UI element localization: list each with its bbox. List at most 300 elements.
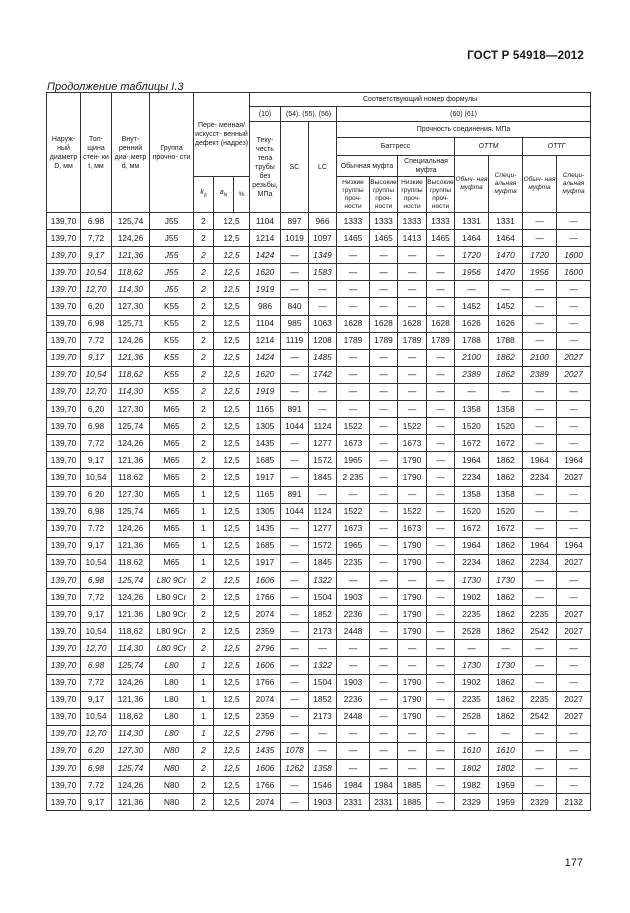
cell-lc-value: — xyxy=(309,281,337,298)
cell-wall-thickness: 6,20 xyxy=(81,401,112,418)
cell-an-value: 12,5 xyxy=(214,230,250,247)
cell-wall-thickness: 7,72 xyxy=(81,230,112,247)
cell-buttress-reg-low: 2331 xyxy=(337,794,370,811)
cell-buttress-spec-low: 1522 xyxy=(398,418,427,435)
cell-strength-group: N80 xyxy=(150,777,194,794)
cell-sc-value: — xyxy=(281,383,309,400)
table-row xyxy=(47,760,591,777)
buttress-regular-high: Высокие группы проч- ности xyxy=(370,177,398,213)
cell-buttress-spec-high: — xyxy=(427,742,455,759)
cell-sc-value: — xyxy=(281,708,309,725)
cell-buttress-spec-high: — xyxy=(427,486,455,503)
cell-yield-value: 2796 xyxy=(250,640,281,657)
cell-yield-value: 2074 xyxy=(250,691,281,708)
cell-an-value: 12,5 xyxy=(214,520,250,537)
cell-strength-group: M65 xyxy=(150,537,194,554)
cell-outer-diameter: 139,70 xyxy=(47,640,81,657)
cell-an-value: 12,5 xyxy=(214,332,250,349)
table-row xyxy=(47,503,591,520)
cell-buttress-spec-high: — xyxy=(427,349,455,366)
cell-buttress-spec-low: 1790 xyxy=(398,554,427,571)
cell-buttress-reg-low: — xyxy=(337,264,370,281)
cell-strength-group: N80 xyxy=(150,742,194,759)
buttress-regular-low: Низкие группы проч- ности xyxy=(337,177,370,213)
cell-lc-value: 1742 xyxy=(309,366,337,383)
cell-strength-group: M65 xyxy=(150,469,194,486)
cell-outer-diameter: 139,70 xyxy=(47,589,81,606)
cell-ka-value: 2 xyxy=(194,298,214,315)
cell-an-value: 12,5 xyxy=(214,589,250,606)
cell-sc-value: — xyxy=(281,657,309,674)
cell-buttress-reg-high: — xyxy=(370,640,398,657)
cell-an-value: 12,5 xyxy=(214,435,250,452)
cell-buttress-reg-high: — xyxy=(370,623,398,640)
cell-buttress-spec-low: — xyxy=(398,383,427,400)
cell-ottg-special: — xyxy=(557,777,591,794)
cell-inner-diameter: 125,74 xyxy=(112,418,150,435)
cell-buttress-spec-low: — xyxy=(398,366,427,383)
cell-yield-value: 1214 xyxy=(250,332,281,349)
cell-wall-thickness: 6.98 xyxy=(81,657,112,674)
cell-ka-value: 2 xyxy=(194,623,214,640)
cell-lc-value: 1546 xyxy=(309,777,337,794)
cell-yield-value: 2359 xyxy=(250,623,281,640)
cell-yield-value: 1424 xyxy=(250,349,281,366)
table-row xyxy=(47,537,591,554)
cell-lc-value: 966 xyxy=(309,213,337,230)
cell-outer-diameter: 139,70 xyxy=(47,537,81,554)
cell-yield-value: 2074 xyxy=(250,794,281,811)
cell-ottm-regular: 2235 xyxy=(455,691,489,708)
cell-ka-value: 1 xyxy=(194,520,214,537)
cell-buttress-spec-low: — xyxy=(398,657,427,674)
cell-buttress-reg-high: 1628 xyxy=(370,315,398,332)
table-row xyxy=(47,606,591,623)
cell-ottm-special: 1862 xyxy=(489,554,523,571)
cell-sc-value: — xyxy=(281,452,309,469)
cell-ottg-special: 2027 xyxy=(557,691,591,708)
cell-ottg-regular: — xyxy=(523,418,557,435)
cell-sc-value: — xyxy=(281,606,309,623)
table-row xyxy=(47,742,591,759)
cell-ottg-special: — xyxy=(557,571,591,588)
cell-inner-diameter: 125,71 xyxy=(112,315,150,332)
cell-ottg-regular: — xyxy=(523,503,557,520)
cell-sc-value: — xyxy=(281,571,309,588)
cell-ottm-regular: 1358 xyxy=(455,486,489,503)
cell-an-value: 12,5 xyxy=(214,503,250,520)
cell-buttress-reg-low: 1333 xyxy=(337,213,370,230)
cell-ottg-regular: — xyxy=(523,332,557,349)
cell-wall-thickness: 7.72 xyxy=(81,777,112,794)
cell-an-value: 12,5 xyxy=(214,281,250,298)
cell-inner-diameter: 127,30 xyxy=(112,401,150,418)
cell-outer-diameter: 139.70 xyxy=(47,760,81,777)
cell-sc-value: 1019 xyxy=(281,230,309,247)
cell-buttress-reg-low: — xyxy=(337,742,370,759)
cell-buttress-reg-high: — xyxy=(370,760,398,777)
cell-buttress-spec-low: 1790 xyxy=(398,537,427,554)
cell-inner-diameter: 125,74 xyxy=(112,657,150,674)
cell-buttress-reg-low: 2448 xyxy=(337,708,370,725)
cell-buttress-reg-low: — xyxy=(337,725,370,742)
cell-an-value: 12,5 xyxy=(214,486,250,503)
cell-outer-diameter: 139,70 xyxy=(47,742,81,759)
cell-ka-value: 2 xyxy=(194,383,214,400)
buttress-header: Баттресс xyxy=(337,138,455,156)
cell-buttress-reg-high: — xyxy=(370,349,398,366)
cell-inner-diameter: 114,30 xyxy=(112,640,150,657)
cell-yield-value: 1919 xyxy=(250,383,281,400)
cell-an-value: 12,5 xyxy=(214,349,250,366)
ottg-special-header: Специ- альная муфта xyxy=(557,156,591,213)
cell-outer-diameter: 139,70 xyxy=(47,777,81,794)
cell-sc-value: — xyxy=(281,247,309,264)
cell-ottm-regular: 1982 xyxy=(455,777,489,794)
cell-ka-value: 1 xyxy=(194,725,214,742)
cell-ottm-special: 1358 xyxy=(489,486,523,503)
cell-buttress-reg-high: 2331 xyxy=(370,794,398,811)
cell-buttress-spec-low: 1789 xyxy=(398,332,427,349)
cell-ottg-special: — xyxy=(557,315,591,332)
cell-yield-value: 1606 xyxy=(250,571,281,588)
table-row xyxy=(47,657,591,674)
cell-strength-group: L80 xyxy=(150,725,194,742)
cell-ka-value: 2 xyxy=(194,452,214,469)
cell-buttress-reg-low: — xyxy=(337,640,370,657)
cell-wall-thickness: 12,70 xyxy=(81,383,112,400)
cell-buttress-reg-low: 2 235 xyxy=(337,469,370,486)
buttress-special-high: Высокие группы проч- ности xyxy=(427,177,455,213)
cell-ottm-regular: 1902 xyxy=(455,589,489,606)
table-row xyxy=(47,469,591,486)
cell-strength-group: L80 xyxy=(150,674,194,691)
cell-ottm-regular: 2528 xyxy=(455,623,489,640)
cell-buttress-reg-high: — xyxy=(370,383,398,400)
cell-inner-diameter: 121,36 xyxy=(112,452,150,469)
cell-buttress-spec-high: — xyxy=(427,418,455,435)
cell-sc-value: — xyxy=(281,623,309,640)
cell-buttress-spec-high: — xyxy=(427,520,455,537)
cell-ottm-regular: 1720 xyxy=(455,247,489,264)
cell-sc-value: 1044 xyxy=(281,418,309,435)
cell-buttress-spec-low: 1885 xyxy=(398,794,427,811)
cell-buttress-spec-low: 1790 xyxy=(398,589,427,606)
cell-buttress-spec-low: — xyxy=(398,264,427,281)
cell-buttress-spec-low: 1522 xyxy=(398,503,427,520)
cell-buttress-spec-low: 1628 xyxy=(398,315,427,332)
cell-ka-value: 2 xyxy=(194,640,214,657)
cell-ottg-special: 2027 xyxy=(557,623,591,640)
cell-an-value: 12,5 xyxy=(214,554,250,571)
cell-buttress-spec-low: 1790 xyxy=(398,606,427,623)
cell-buttress-reg-high: — xyxy=(370,469,398,486)
cell-strength-group: J55 xyxy=(150,281,194,298)
cell-strength-group: L80 9Cr xyxy=(150,623,194,640)
cell-buttress-spec-low: 1790 xyxy=(398,469,427,486)
cell-strength-group: J55 xyxy=(150,213,194,230)
cell-sc-value: — xyxy=(281,520,309,537)
table-row xyxy=(47,640,591,657)
cell-an-value: 12,5 xyxy=(214,708,250,725)
cell-strength-group: L80 9Cr xyxy=(150,589,194,606)
cell-ka-value: 1 xyxy=(194,554,214,571)
cell-ottg-regular: — xyxy=(523,315,557,332)
cell-ottg-special: — xyxy=(557,383,591,400)
table-row xyxy=(47,452,591,469)
cell-an-value: 12,5 xyxy=(214,469,250,486)
cell-wall-thickness: 7,72 xyxy=(81,435,112,452)
cell-buttress-reg-high: — xyxy=(370,674,398,691)
cell-sc-value: 1119 xyxy=(281,332,309,349)
cell-ottm-special: 1862 xyxy=(489,589,523,606)
cell-outer-diameter: 139.70 xyxy=(47,264,81,281)
cell-an-value: 12,5 xyxy=(214,725,250,742)
cell-buttress-reg-high: — xyxy=(370,264,398,281)
cell-yield-value: 2796 xyxy=(250,725,281,742)
cell-ottg-special: — xyxy=(557,520,591,537)
cell-inner-diameter: 118,62 xyxy=(112,623,150,640)
cell-yield-value: 1104 xyxy=(250,213,281,230)
cell-strength-group: L80 xyxy=(150,708,194,725)
standard-number: ГОСТ Р 54918—2012 xyxy=(467,50,584,62)
cell-buttress-reg-high: — xyxy=(370,366,398,383)
cell-strength-group: M65 xyxy=(150,520,194,537)
cell-ottm-special: 1464 xyxy=(489,230,523,247)
col-variable-defect: Пере- менная/ искусст- венный дефект (надрез) xyxy=(194,93,250,177)
cell-ka-value: 2 xyxy=(194,401,214,418)
cell-ka-value: 2 xyxy=(194,794,214,811)
cell-ottg-special: 2027 xyxy=(557,708,591,725)
cell-strength-group: L80 9Cr xyxy=(150,606,194,623)
cell-yield-value: 1620 xyxy=(250,264,281,281)
cell-ka-value: 2 xyxy=(194,469,214,486)
table-row xyxy=(47,708,591,725)
cell-outer-diameter: 139.70 xyxy=(47,366,81,383)
cell-ottg-special: 2027 xyxy=(557,606,591,623)
cell-ottg-regular: 2542 xyxy=(523,623,557,640)
cell-strength-group: J55 xyxy=(150,247,194,264)
cell-yield-value: 2074 xyxy=(250,606,281,623)
cell-sc-value: — xyxy=(281,349,309,366)
cell-outer-diameter: 139,70 xyxy=(47,469,81,486)
table-body xyxy=(47,213,591,811)
cell-yield-value: 1917 xyxy=(250,554,281,571)
table-row xyxy=(47,401,591,418)
cell-buttress-spec-high: — xyxy=(427,691,455,708)
table-row xyxy=(47,213,591,230)
cell-yield-value: 1435 xyxy=(250,742,281,759)
cell-buttress-spec-low: 1790 xyxy=(398,708,427,725)
table-row xyxy=(47,725,591,742)
cell-ottg-regular: — xyxy=(523,589,557,606)
cell-buttress-reg-low: — xyxy=(337,571,370,588)
cell-an-value: 12,5 xyxy=(214,247,250,264)
cell-lc-value: 2173 xyxy=(309,708,337,725)
cell-buttress-spec-high: — xyxy=(427,452,455,469)
cell-sc-value: — xyxy=(281,366,309,383)
cell-buttress-reg-high: — xyxy=(370,418,398,435)
cell-outer-diameter: 139,70 xyxy=(47,383,81,400)
cell-ottm-regular: 1520 xyxy=(455,503,489,520)
col-lc: LC xyxy=(309,122,337,213)
cell-inner-diameter: 121,36 xyxy=(112,247,150,264)
cell-ottm-regular: 1358 xyxy=(455,401,489,418)
cell-ottm-special: 1862 xyxy=(489,691,523,708)
cell-inner-diameter: 127,30 xyxy=(112,742,150,759)
cell-inner-diameter: 114,30 xyxy=(112,725,150,742)
cell-wall-thickness: 6,20 xyxy=(81,298,112,315)
cell-an-value: 12,5 xyxy=(214,315,250,332)
col-pct: % xyxy=(234,177,250,213)
cell-buttress-reg-high: — xyxy=(370,691,398,708)
cell-yield-value: 1305 xyxy=(250,418,281,435)
cell-ottg-regular: 2234 xyxy=(523,554,557,571)
cell-strength-group: K55 xyxy=(150,298,194,315)
cell-outer-diameter: 139,70 xyxy=(47,708,81,725)
cell-lc-value: 1852 xyxy=(309,691,337,708)
cell-strength-group: K55 xyxy=(150,349,194,366)
table-row xyxy=(47,520,591,537)
ottm-regular-header: Обыч- ная муфта xyxy=(455,156,489,213)
cell-buttress-reg-low: — xyxy=(337,486,370,503)
cell-wall-thickness: 9,17 xyxy=(81,247,112,264)
cell-an-value: 12,5 xyxy=(214,777,250,794)
cell-lc-value: 1063 xyxy=(309,315,337,332)
cell-inner-diameter: 114,30 xyxy=(112,281,150,298)
cell-an-value: 12,5 xyxy=(214,691,250,708)
table-row xyxy=(47,298,591,315)
cell-ottg-regular: — xyxy=(523,213,557,230)
cell-ottm-special: — xyxy=(489,725,523,742)
cell-ottg-regular: — xyxy=(523,674,557,691)
cell-ottg-regular: 1720 xyxy=(523,247,557,264)
cell-buttress-spec-high: — xyxy=(427,264,455,281)
cell-buttress-spec-high: — xyxy=(427,794,455,811)
cell-ottg-regular: 2329 xyxy=(523,794,557,811)
cell-buttress-reg-high: — xyxy=(370,537,398,554)
cell-buttress-spec-high: — xyxy=(427,589,455,606)
cell-ottm-special: 1672 xyxy=(489,435,523,452)
cell-ottg-regular: 2100 xyxy=(523,349,557,366)
cell-ka-value: 2 xyxy=(194,742,214,759)
cell-ottm-regular: — xyxy=(455,640,489,657)
cell-buttress-spec-high: 1789 xyxy=(427,332,455,349)
cell-yield-value: 1165 xyxy=(250,401,281,418)
table-row xyxy=(47,366,591,383)
cell-ottm-special: 1730 xyxy=(489,657,523,674)
cell-an-value: 12,5 xyxy=(214,657,250,674)
cell-buttress-reg-high: — xyxy=(370,554,398,571)
cell-buttress-spec-high: — xyxy=(427,760,455,777)
cell-ottg-special: 2027 xyxy=(557,349,591,366)
cell-outer-diameter: 139,70 xyxy=(47,520,81,537)
table-row xyxy=(47,623,591,640)
cell-strength-group: L80 xyxy=(150,657,194,674)
cell-ka-value: 1 xyxy=(194,691,214,708)
cell-buttress-spec-low: — xyxy=(398,725,427,742)
cell-buttress-reg-low: 1965 xyxy=(337,537,370,554)
cell-ottg-regular: 2389 xyxy=(523,366,557,383)
cell-inner-diameter: 121,36 xyxy=(112,794,150,811)
cell-buttress-spec-low: 1673 xyxy=(398,435,427,452)
cell-buttress-spec-high: — xyxy=(427,247,455,264)
cell-buttress-spec-high: — xyxy=(427,725,455,742)
table-row xyxy=(47,315,591,332)
cell-wall-thickness: 6,98 xyxy=(81,571,112,588)
cell-buttress-spec-low: 1673 xyxy=(398,520,427,537)
cell-ottg-special: — xyxy=(557,725,591,742)
table-row xyxy=(47,486,591,503)
cell-ottg-regular: — xyxy=(523,281,557,298)
cell-sc-value: 1044 xyxy=(281,503,309,520)
table-row xyxy=(47,332,591,349)
cell-buttress-reg-low: — xyxy=(337,247,370,264)
cell-buttress-reg-low: 1984 xyxy=(337,777,370,794)
cell-outer-diameter: 139,70 xyxy=(47,691,81,708)
cell-inner-diameter: 124,26 xyxy=(112,230,150,247)
cell-ka-value: 2 xyxy=(194,332,214,349)
cell-buttress-spec-high: — xyxy=(427,777,455,794)
cell-inner-diameter: 118,62 xyxy=(112,264,150,281)
cell-buttress-spec-low: — xyxy=(398,640,427,657)
cell-strength-group: J55 xyxy=(150,264,194,281)
cell-ottg-regular: 1964 xyxy=(523,537,557,554)
cell-an-value: 12,5 xyxy=(214,760,250,777)
cell-ottg-special: — xyxy=(557,298,591,315)
cell-outer-diameter: 139,70 xyxy=(47,401,81,418)
cell-lc-value: 1358 xyxy=(309,760,337,777)
cell-lc-value: — xyxy=(309,742,337,759)
cell-buttress-spec-low: 1790 xyxy=(398,691,427,708)
cell-buttress-reg-high: — xyxy=(370,435,398,452)
cell-ottm-regular: 2234 xyxy=(455,554,489,571)
cell-outer-diameter: 139,70 xyxy=(47,230,81,247)
cell-buttress-spec-low: — xyxy=(398,742,427,759)
ottm-header: ОТТМ xyxy=(455,138,523,156)
col-inner-diameter: Внут- ренний диа- метр d, мм xyxy=(112,93,150,213)
cell-buttress-spec-low: — xyxy=(398,760,427,777)
cell-wall-thickness: 12,70 xyxy=(81,281,112,298)
cell-outer-diameter: 139,70 xyxy=(47,794,81,811)
cell-ottg-regular: — xyxy=(523,571,557,588)
cell-sc-value: — xyxy=(281,794,309,811)
cell-buttress-spec-high: — xyxy=(427,537,455,554)
cell-ka-value: 1 xyxy=(194,674,214,691)
cell-ottg-special: 2132 xyxy=(557,794,591,811)
cell-inner-diameter: 125,74 xyxy=(112,760,150,777)
cell-yield-value: 1917 xyxy=(250,469,281,486)
cell-ka-value: 1 xyxy=(194,486,214,503)
cell-ottg-regular: — xyxy=(523,742,557,759)
cell-yield-value: 1104 xyxy=(250,315,281,332)
cell-ottm-regular: 1956 xyxy=(455,264,489,281)
cell-inner-diameter: 114,30 xyxy=(112,383,150,400)
cell-wall-thickness: 9,17 xyxy=(81,691,112,708)
cell-ottm-special: 1452 xyxy=(489,298,523,315)
col-outer-diameter: Наруж- ный диаметр D, мм xyxy=(47,93,81,213)
cell-buttress-reg-high: — xyxy=(370,520,398,537)
cell-ottm-regular: 1452 xyxy=(455,298,489,315)
table-row xyxy=(47,230,591,247)
cell-ottg-regular: — xyxy=(523,725,557,742)
cell-wall-thickness: 6 20 xyxy=(81,486,112,503)
cell-ottg-regular: 1964 xyxy=(523,452,557,469)
cell-ottm-special: 1862 xyxy=(489,623,523,640)
cell-buttress-reg-high: — xyxy=(370,401,398,418)
cell-outer-diameter: 139,70 xyxy=(47,247,81,264)
cell-buttress-reg-high: — xyxy=(370,725,398,742)
